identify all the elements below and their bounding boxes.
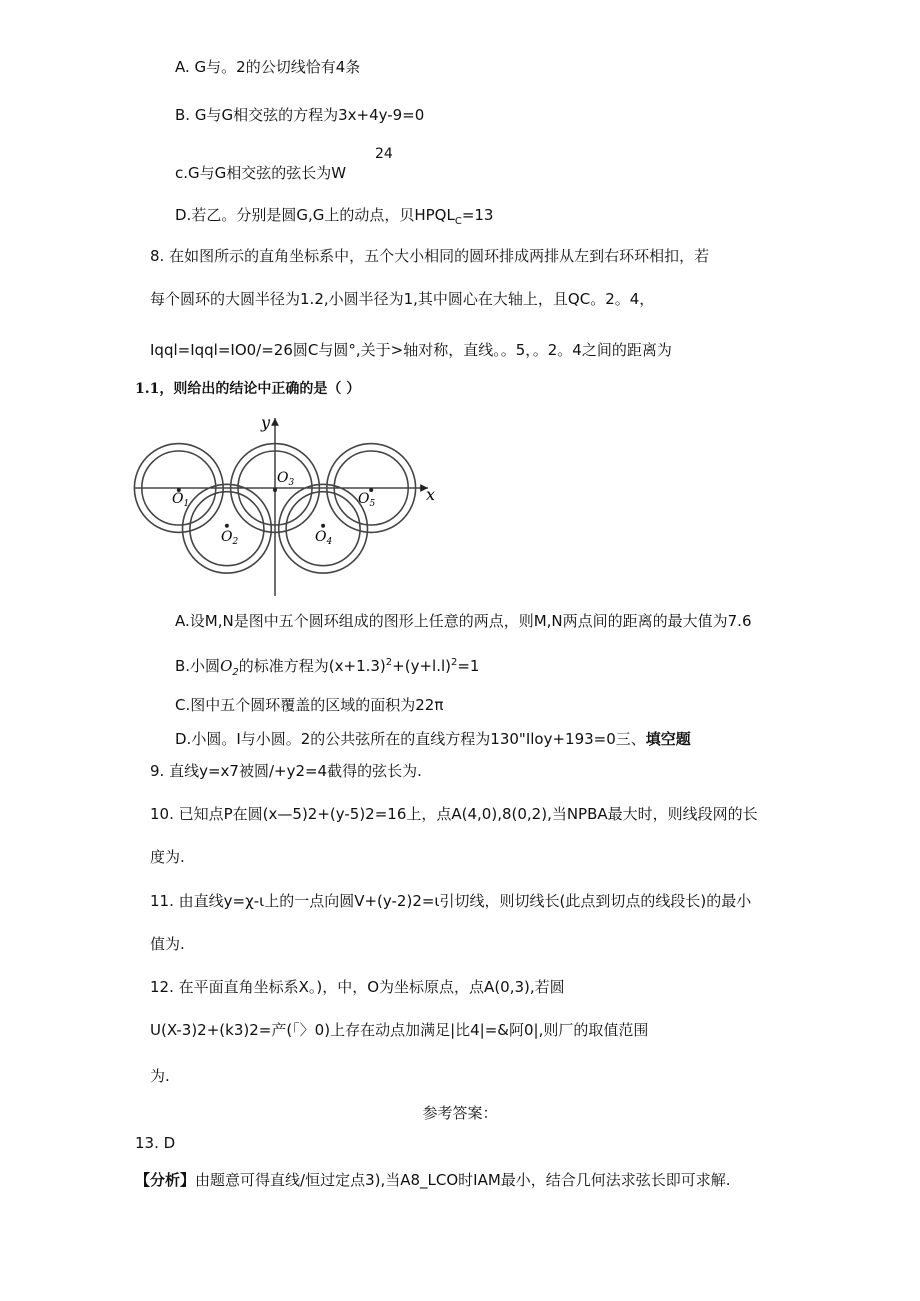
q8-option-b-sub: 2 — [232, 667, 239, 678]
y-axis-label: y — [261, 413, 271, 432]
q8-option-b-end: =1 — [457, 657, 480, 675]
q8-option-a: A.设M,N是图中五个圆环组成的图形上任意的两点，则M,N两点间的距离的最大值为7.6 — [175, 612, 752, 630]
q8-line-4: 1.1，则给出的结论中正确的是（ ） — [135, 381, 361, 397]
label-o3: $O_3$ — [277, 470, 295, 488]
q9: 9. 直线y=x7被圆/+y2=4截得的弦长为. — [150, 762, 422, 780]
section-heading: 填空题 — [645, 730, 691, 748]
q12-line-3: 为. — [150, 1067, 170, 1085]
analysis-text: 由题意可得直线/恒过定点3),当A8_LCO时IAM最小，结合几何法求弦长即可求解. — [195, 1171, 731, 1189]
q7-option-b: B. G与G相交弦的方程为3x+4y-9=0 — [175, 106, 425, 124]
q12-line-2: U(X-3)2+(k3)2=产(「〉0)上存在动点加满足|比4|=&阿0|,则厂的取值范围 — [150, 1021, 649, 1039]
q8-option-d-text: D.小圆。I与小圆。2的公共弦所在的直线方程为130"Iloy+193=0三、 — [175, 730, 646, 748]
center-dot-3 — [273, 488, 277, 492]
label-o1: $O_1$ — [172, 491, 190, 509]
center-dot-2 — [225, 524, 229, 528]
q8-option-b-sq1: 2 — [385, 657, 393, 668]
q8-option-b-pre: B.小圆 — [175, 657, 221, 675]
q8-option-b-sq2: 2 — [450, 657, 458, 668]
q7-option-d-end: =13 — [461, 206, 494, 224]
q7-option-c-superscript: 24 — [375, 146, 393, 162]
answers-title: 参考答案： — [422, 1104, 498, 1122]
q7-option-a: A. G与。2的公切线恰有4条 — [175, 58, 361, 76]
label-o2: $O_2$ — [221, 529, 239, 547]
answer-13: 13. D — [135, 1134, 176, 1152]
q10-line-2: 度为. — [150, 848, 185, 866]
analysis-tag: 【分析】 — [135, 1171, 196, 1189]
q8-line-1: 8. 在如图所示的直角坐标系中，五个大小相同的圆环排成两排从左到右环环相扣，若 — [150, 247, 710, 265]
label-o5: $O_5$ — [358, 491, 376, 509]
q7-option-d — [175, 205, 493, 232]
q8-option-d — [175, 729, 691, 749]
center-dot-4 — [321, 524, 325, 528]
q8-line-2: 每个圆环的大圆半径为1.2,小圆半径为1,其中圆心在大轴上，且QC。2。4， — [150, 290, 655, 308]
q12-line-1: 12. 在平面直角坐标系X。)，中，O为坐标原点，点A(0,3),若圆 — [150, 978, 565, 996]
q11-line-2: 值为. — [150, 935, 185, 953]
x-axis-label: x — [426, 485, 436, 504]
q7-option-d-text: D.若乙。分别是圆G,G上的动点，贝HPQL — [175, 206, 455, 224]
q8-option-b-eq: (x+1.3) — [328, 657, 386, 675]
rings-figure — [130, 408, 440, 598]
q8-option-b-eq2: +(y+l.l) — [392, 657, 451, 675]
q7-option-c: c.G与G相交弦的弦长为W — [175, 164, 347, 182]
q8-option-b-o: O — [220, 657, 233, 675]
q7-option-d-subscript: C — [454, 216, 462, 227]
q8-option-c: C.图中五个圆环覆盖的区域的面积为22π — [175, 696, 444, 714]
label-o4: $O_4$ — [315, 529, 333, 547]
q11-line-1: 11. 由直线y=χ-ι上的一点向圆V+(y-2)2=ι引切线，则切线长(此点到切点的线段长)的最小 — [150, 892, 752, 910]
q8-option-b-mid: 的标准方程为 — [238, 657, 329, 675]
q8-option-b — [175, 653, 479, 683]
q8-line-3: Iqql=Iqql=IO0/=26圆C与圆°,关于>轴对称，直线。。5，。2。4之间的距离为 — [150, 341, 672, 359]
answer-analysis — [135, 1170, 731, 1190]
q10-line-1: 10. 已知点P在圆(x—5)2+(y-5)2=16上，点A(4,0),8(0,2),当NPBA最大时，则线段网的长 — [150, 805, 758, 823]
center-dot-5 — [369, 488, 373, 492]
